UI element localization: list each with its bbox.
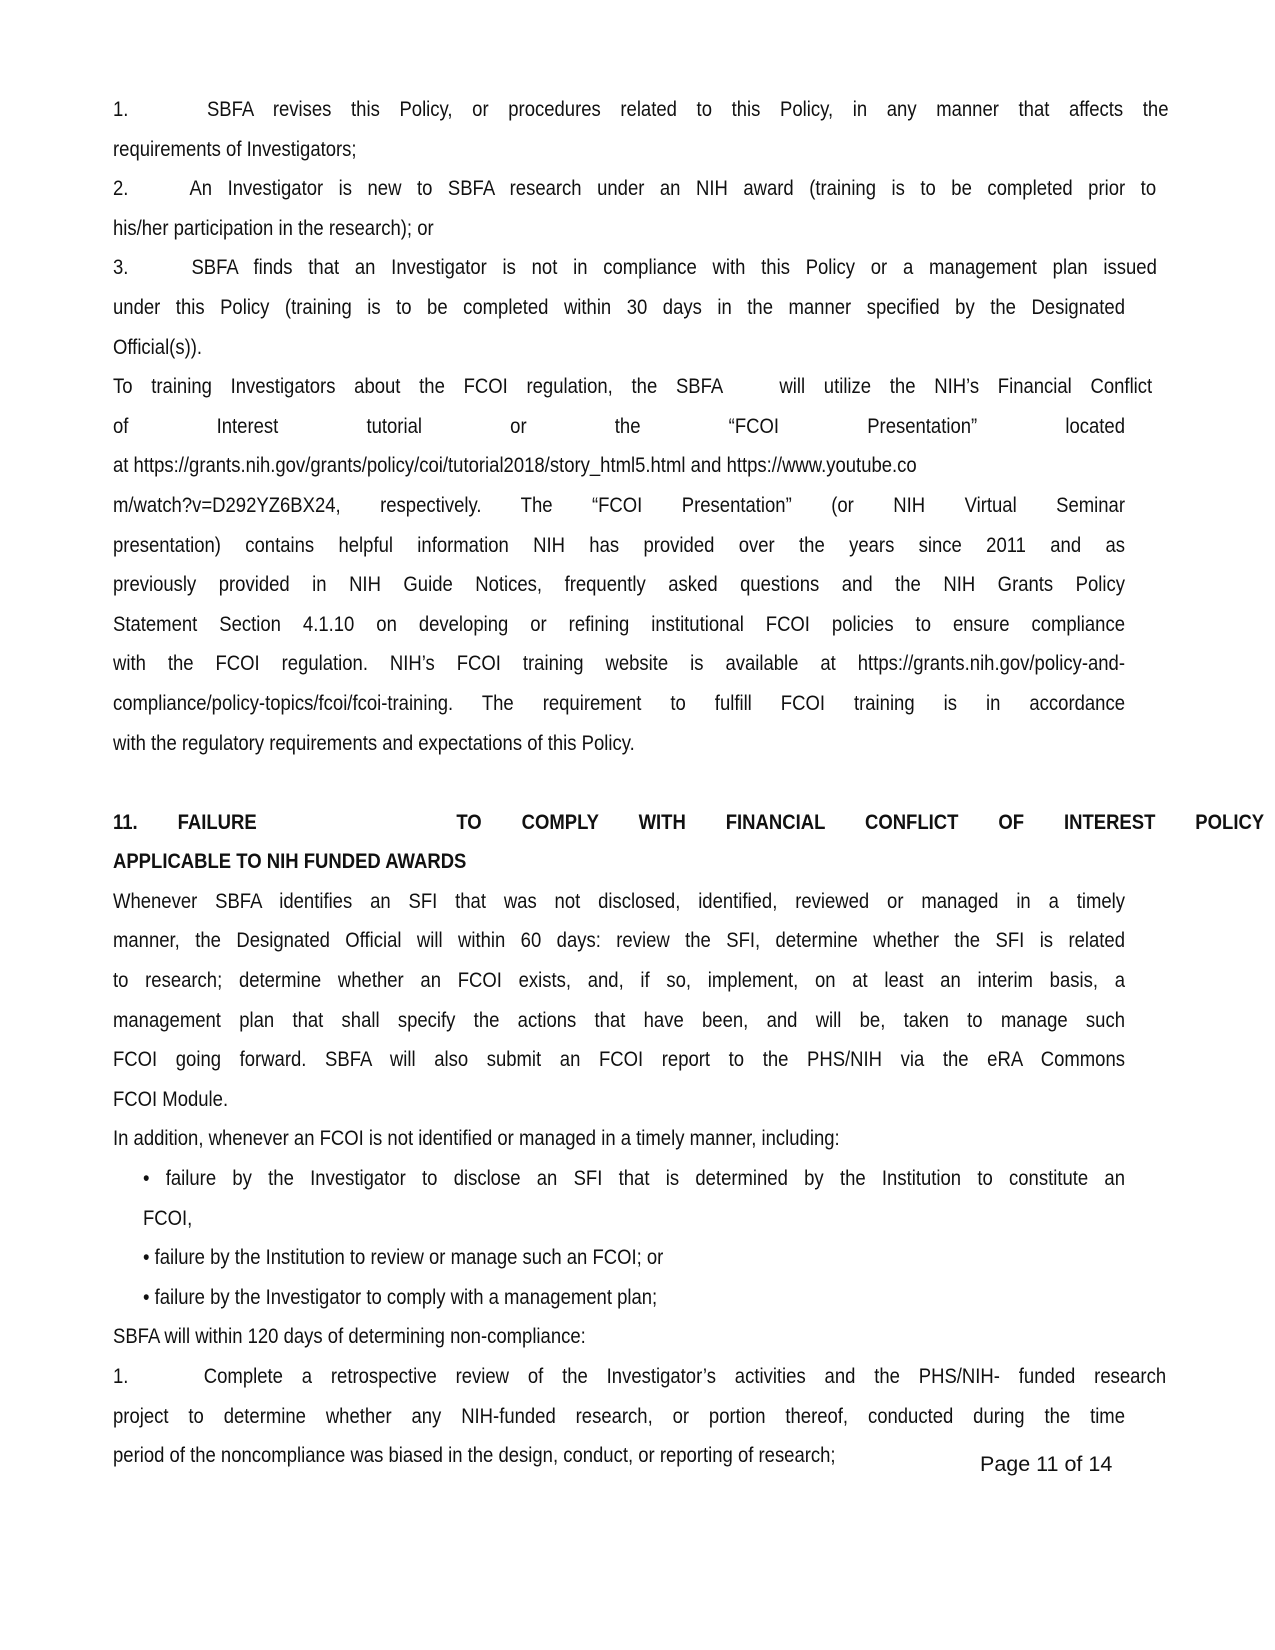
text-line: previously provided in NIH Guide Notices, frequently asked questions and the NIH Grants Policy (113, 572, 1126, 597)
text-line: requirements of Investigators; (113, 136, 357, 161)
text-line: 3. SBFA finds that an Investigator is not in compliance with this Policy or a management plan issued (113, 255, 1157, 280)
text-line: Whenever SBFA identifies an SFI that was not disclosed, identified, reviewed or managed in a timely (113, 888, 1125, 913)
text-line: his/her participation in the research); or (113, 215, 434, 240)
text-line: Statement Section 4.1.10 on developing or refining institutional FCOI policies to ensure compliance (113, 611, 1126, 636)
bullet-item-line: • failure by the Investigator to comply with a management plan; (143, 1284, 658, 1309)
body-text (113, 90, 1265, 1476)
text-line: presentation) contains helpful information NIH has provided over the years since 2011 and as (113, 532, 1125, 557)
text-line: to research; determine whether an FCOI exists, and, if so, implement, on at least an interim basis, a (113, 968, 1125, 993)
text-line: 1. SBFA revises this Policy, or procedures related to this Policy, in any manner that affects the (113, 97, 1169, 121)
text-line: Official(s)). (113, 334, 203, 359)
text-line: 2. An Investigator is new to SBFA research under an NIH award (training is to be completed prior to (113, 176, 1157, 201)
text-line: In addition, whenever an FCOI is not identified or managed in a timely manner, including: (113, 1126, 840, 1151)
section-heading-line: APPLICABLE TO NIH FUNDED AWARDS (113, 849, 467, 874)
text-line: 1. Complete a retrospective review of the Investigator’s activities and the PHS/NIH- funded research (113, 1364, 1167, 1388)
text-line: of Interest tutorial or the “FCOI Presentation” located (113, 413, 1125, 438)
text-line: project to determine whether any NIH-funded research, or portion thereof, conducted during the time (113, 1403, 1126, 1428)
text-line: SBFA will within 120 days of determining non-compliance: (113, 1324, 586, 1349)
page-number: Page 11 of 14 (980, 1452, 1113, 1476)
bullet-item-line: • failure by the Investigator to disclose an SFI that is determined by the Institution to constitute an (143, 1166, 1126, 1191)
text-line: with the regulatory requirements and expectations of this Policy. (113, 730, 635, 755)
text-line: m/watch?v=D292YZ6BX24, respectively. The “FCOI Presentation” (or NIH Virtual Seminar (113, 492, 1126, 517)
bullet-item-line: FCOI, (143, 1205, 193, 1230)
text-line: compliance/policy-topics/fcoi/fcoi-training. The requirement to fulfill FCOI training is in accordance (113, 690, 1125, 715)
text-line: management plan that shall specify the actions that have been, and will be, taken to manage such (113, 1007, 1126, 1032)
text-line: period of the noncompliance was biased in the design, conduct, or reporting of research; (113, 1443, 836, 1468)
section-heading-line: 11. FAILURE TO COMPLY WITH FINANCIAL CONFLICT OF INTEREST POLICY (113, 809, 1265, 834)
blank-line (113, 763, 1125, 803)
text-line: FCOI Module. (113, 1086, 229, 1111)
text-line: at https://grants.nih.gov/grants/policy/coi/tutorial2018/story_html5.html and https://www.youtube.co (113, 453, 917, 478)
text-line: with the FCOI regulation. NIH’s FCOI training website is available at https://grants.nih.gov/policy-and- (113, 651, 1126, 676)
text-line: manner, the Designated Official will within 60 days: review the SFI, determine whether the SFI is related (113, 928, 1126, 953)
text-line: FCOI going forward. SBFA will also submit an FCOI report to the PHS/NIH via the eRA Commons (113, 1047, 1126, 1072)
text-line: To training Investigators about the FCOI regulation, the SBFA will utilize the NIH’s Financial Conflict (113, 374, 1153, 399)
text-line: under this Policy (training is to be completed within 30 days in the manner specified by the Designated (113, 294, 1125, 319)
bullet-item-line: • failure by the Institution to review or manage such an FCOI; or (143, 1245, 664, 1270)
